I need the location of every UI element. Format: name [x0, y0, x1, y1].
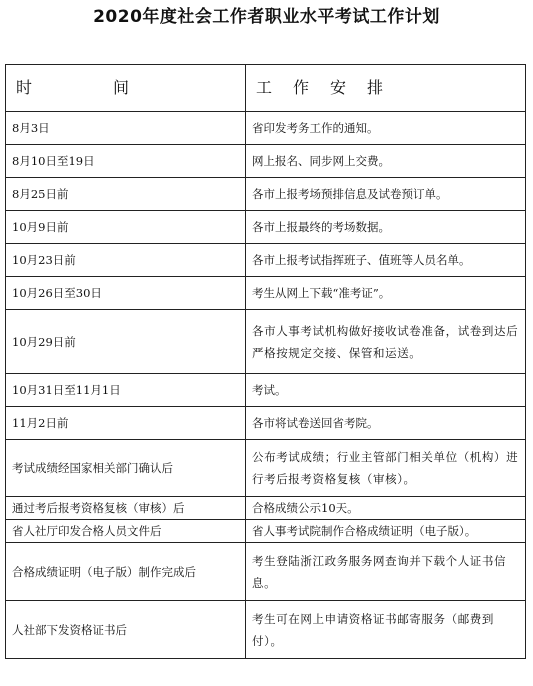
row-task: 各市上报最终的考场数据。 — [246, 211, 526, 244]
row-time: 8月25日前 — [6, 178, 246, 211]
row-task: 考生从网上下载“准考证”。 — [246, 277, 526, 310]
table-row — [6, 244, 526, 277]
table-row — [6, 374, 526, 407]
row-time: 8月3日 — [6, 112, 246, 145]
table-row — [6, 497, 526, 520]
table-row — [6, 145, 526, 178]
row-time: 10月29日前 — [6, 310, 246, 374]
table-header-row — [6, 65, 526, 112]
header-time — [6, 65, 246, 112]
table-row — [6, 178, 526, 211]
header-task-char: 安 — [329, 78, 348, 97]
table-row — [6, 440, 526, 497]
row-time: 考试成绩经国家相关部门确认后 — [6, 440, 246, 497]
header-task-char: 排 — [366, 78, 385, 97]
table-row — [6, 211, 526, 244]
table-row — [6, 407, 526, 440]
row-time: 10月26日至30日 — [6, 277, 246, 310]
row-task: 公布考试成绩；行业主管部门相关单位（机构）进行考后报考资格复核（审核）。 — [246, 440, 526, 497]
table-row — [6, 520, 526, 543]
row-task: 各市上报考试指挥班子、值班等人员名单。 — [246, 244, 526, 277]
row-time: 10月31日至11月1日 — [6, 374, 246, 407]
row-task: 合格成绩公示10天。 — [246, 497, 526, 520]
row-time: 人社部下发资格证书后 — [6, 601, 246, 659]
row-time: 8月10日至19日 — [6, 145, 246, 178]
header-time-char: 时 — [16, 78, 35, 97]
row-task: 考试。 — [246, 374, 526, 407]
header-time-char: 间 — [112, 78, 131, 97]
row-time: 10月23日前 — [6, 244, 246, 277]
header-task-char: 工 — [256, 78, 275, 97]
row-time: 省人社厅印发合格人员文件后 — [6, 520, 246, 543]
row-time: 合格成绩证明（电子版）制作完成后 — [6, 543, 246, 601]
row-task: 网上报名、同步网上交费。 — [246, 145, 526, 178]
page-title: 2020年度社会工作者职业水平考试工作计划 — [93, 7, 440, 27]
table-row — [6, 543, 526, 601]
schedule-table — [5, 64, 526, 659]
row-task: 考生登陆浙江政务服务网查询并下载个人证书信息。 — [246, 543, 526, 601]
row-task: 各市人事考试机构做好接收试卷准备，试卷到达后严格按规定交接、保管和运送。 — [246, 310, 526, 374]
table-row — [6, 112, 526, 145]
row-task: 各市上报考场预排信息及试卷预订单。 — [246, 178, 526, 211]
row-task: 省印发考务工作的通知。 — [246, 112, 526, 145]
row-time: 通过考后报考资格复核（审核）后 — [6, 497, 246, 520]
table-row — [6, 310, 526, 374]
row-time: 11月2日前 — [6, 407, 246, 440]
row-task: 省人事考试院制作合格成绩证明（电子版）。 — [246, 520, 526, 543]
row-time: 10月9日前 — [6, 211, 246, 244]
header-task-char: 作 — [292, 78, 311, 97]
header-task — [246, 65, 526, 112]
table-row — [6, 601, 526, 659]
table-row — [6, 277, 526, 310]
row-task: 各市将试卷送回省考院。 — [246, 407, 526, 440]
row-task: 考生可在网上申请资格证书邮寄服务（邮费到付）。 — [246, 601, 526, 659]
